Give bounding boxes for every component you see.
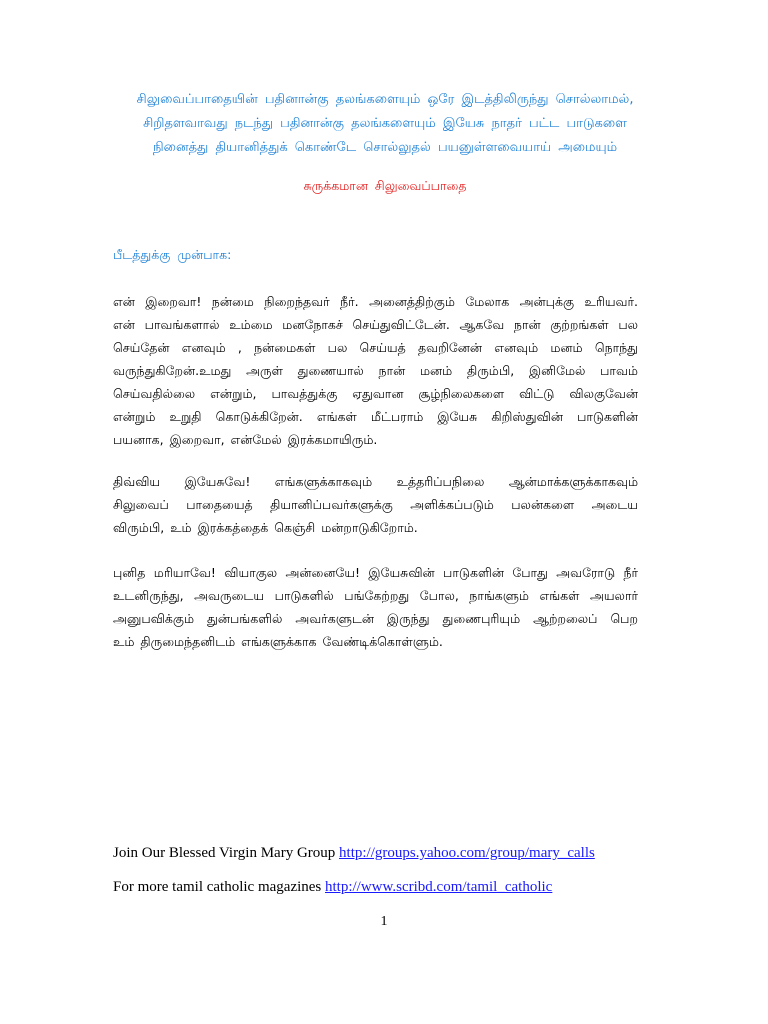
paragraph-line: உம் திருமைந்தனிடம் எங்களுக்காக வேண்டிக்கொள்ளும்.: [113, 634, 443, 649]
scribd-link[interactable]: http://www.scribd.com/tamil_catholic: [325, 879, 553, 895]
paragraph-line: வருந்துகிறேன்.உமது அருள் துணையால் நான் மனம் திரும்பி, இனிமேல் பாவம்: [113, 363, 638, 378]
paragraph-line: உடனிருந்து, அவருடைய பாடுகளில் பங்கேற்றது போல, நாங்களும் எங்கள் அயலார்: [113, 588, 638, 603]
footer-group-line: [113, 845, 595, 862]
paragraph-line: சிலுவைப் பாதையைத் தியானிப்பவர்களுக்கு அளிக்கப்படும் பலன்களை அடைய: [113, 497, 638, 512]
yahoo-group-link[interactable]: http://groups.yahoo.com/group/mary_calls: [339, 845, 595, 861]
paragraph-line: என்றும் உறுதி கொடுக்கிறேன். எங்கள் மீட்பராம் இயேசு கிறிஸ்துவின் பாடுகளின்: [113, 409, 638, 424]
paragraph-line: அனுபவிக்கும் துன்பங்களில் அவர்களுடன் இருந்து துணைபுரியும் ஆற்றலைப் பெற: [113, 611, 638, 626]
paragraph-line: புனித மரியாவே! வியாகுல அன்னையே! இயேசுவின் பாடுகளின் போது அவரோடு நீர்: [113, 565, 638, 580]
footer-magazine-line: [113, 879, 552, 896]
intro-line: சிலுவைப்பாதையின் பதினான்கு தலங்களையும் ஒரே இடத்திலிருந்து சொல்லாமல்,: [136, 92, 634, 107]
paragraph-line: செய்தேன் எனவும் , நன்மைகள் பல செய்யத் தவறினேன் எனவும் மனம் நொந்து: [113, 340, 638, 355]
section-heading: பீடத்துக்கு முன்பாக:: [113, 247, 232, 262]
prayer-paragraph-2: [113, 470, 638, 539]
prayer-paragraph-3: [113, 561, 638, 653]
page-number: 1: [380, 914, 388, 929]
paragraph-line: என் பாவங்களால் உம்மை மனநோகச் செய்துவிட்டேன். ஆகவே நான் குற்றங்கள் பல: [113, 317, 638, 332]
intro-instructions: [100, 88, 670, 160]
footer-text: For more tamil catholic magazines: [113, 879, 326, 895]
paragraph-line: திவ்விய இயேசுவே! எங்களுக்காகவும் உத்தரிப்பநிலை ஆன்மாக்களுக்காகவும்: [113, 474, 638, 489]
footer-text: Join Our Blessed Virgin Mary Group: [113, 845, 340, 861]
intro-line: நினைத்து தியானித்துக் கொண்டே சொல்லுதல் பயனுள்ளவையாய் அமையும்: [152, 140, 618, 155]
paragraph-line: என் இறைவா! நன்மை நிறைந்தவர் நீர். அனைத்திற்கும் மேலாக அன்புக்கு உரியவர்.: [113, 294, 638, 309]
paragraph-line: பயனாக, இறைவா, என்மேல் இரக்கமாயிரும்.: [113, 432, 378, 447]
document-subtitle: சுருக்கமான சிலுவைப்பாதை: [303, 178, 467, 193]
intro-line: சிறிதளவாவது நடந்து பதினான்கு தலங்களையும் இயேசு நாதர் பட்ட பாடுகளை: [143, 116, 627, 131]
paragraph-line: செய்வதில்லை என்றும், பாவத்துக்கு ஏதுவான சூழ்நிலைகளை விட்டு விலகுவேன்: [113, 386, 638, 401]
prayer-paragraph-1: [113, 290, 638, 451]
paragraph-line: விரும்பி, உம் இரக்கத்தைக் கெஞ்சி மன்றாடுகிறோம்.: [113, 520, 418, 535]
